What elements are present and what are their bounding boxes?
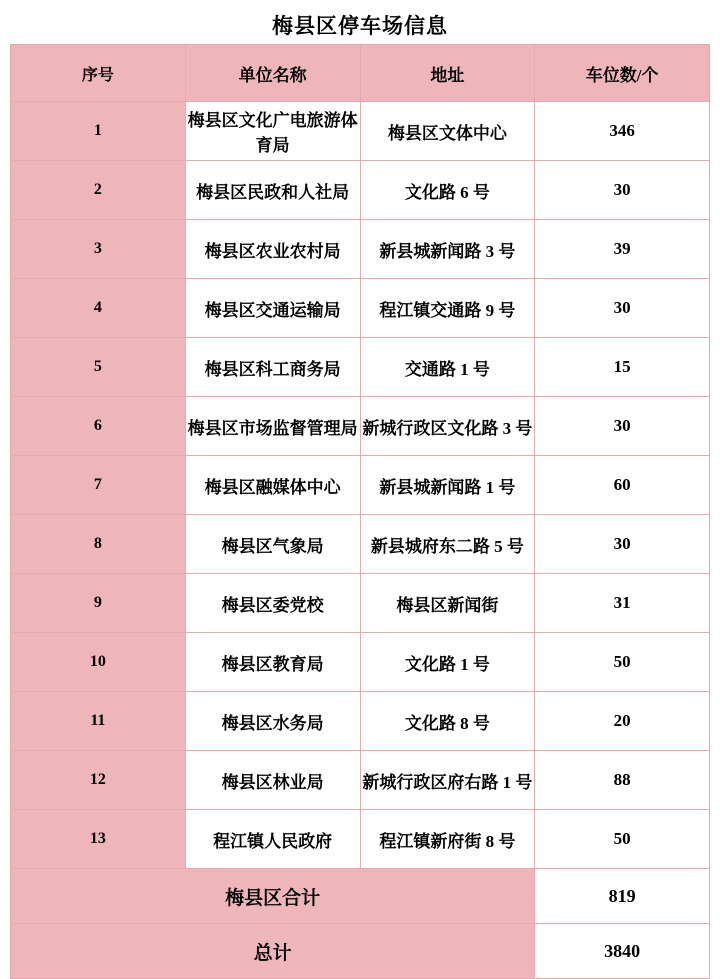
row-space-count: 30: [535, 161, 710, 220]
row-address: 文化路 8 号: [360, 692, 535, 751]
row-unit-name: 梅县区林业局: [185, 751, 360, 810]
row-unit-name: 梅县区民政和人社局: [185, 161, 360, 220]
column-header-address: 地址: [360, 45, 535, 102]
row-unit-name: 程江镇人民政府: [185, 810, 360, 869]
row-index: 11: [11, 692, 186, 751]
table-header-row: [11, 45, 710, 102]
row-space-count: 50: [535, 633, 710, 692]
table-row: [11, 456, 710, 515]
row-space-count: 346: [535, 102, 710, 161]
row-unit-name: 梅县区市场监督管理局: [185, 397, 360, 456]
row-address: 交通路 1 号: [360, 338, 535, 397]
row-address: 程江镇交通路 9 号: [360, 279, 535, 338]
table-head: [11, 6, 710, 102]
table-row: [11, 574, 710, 633]
row-space-count: 50: [535, 810, 710, 869]
column-header-space-count: 车位数/个: [535, 45, 710, 102]
row-index: 7: [11, 456, 186, 515]
row-index: 6: [11, 397, 186, 456]
row-unit-name: 梅县区交通运输局: [185, 279, 360, 338]
row-address: 文化路 1 号: [360, 633, 535, 692]
table-row: [11, 810, 710, 869]
row-address: 新县城新闻路 1 号: [360, 456, 535, 515]
table-row: [11, 633, 710, 692]
row-unit-name: 梅县区科工商务局: [185, 338, 360, 397]
row-index: 10: [11, 633, 186, 692]
table-row: [11, 220, 710, 279]
row-unit-name: 梅县区委党校: [185, 574, 360, 633]
table-row: [11, 161, 710, 220]
row-space-count: 30: [535, 515, 710, 574]
grand-total-label: 总计: [11, 924, 535, 979]
row-space-count: 30: [535, 397, 710, 456]
row-unit-name: 梅县区文化广电旅游体育局: [185, 102, 360, 161]
row-address: 新城行政区府右路 1 号: [360, 751, 535, 810]
row-address: 新县城新闻路 3 号: [360, 220, 535, 279]
row-space-count: 30: [535, 279, 710, 338]
row-index: 3: [11, 220, 186, 279]
grand-total-value: 3840: [535, 924, 710, 979]
row-space-count: 31: [535, 574, 710, 633]
column-header-unit-name: 单位名称: [185, 45, 360, 102]
row-space-count: 20: [535, 692, 710, 751]
row-index: 5: [11, 338, 186, 397]
table-row: [11, 338, 710, 397]
table-row: [11, 397, 710, 456]
row-address: 梅县区文体中心: [360, 102, 535, 161]
column-header-index: 序号: [11, 45, 186, 102]
row-space-count: 39: [535, 220, 710, 279]
grand-total-row: [11, 924, 710, 979]
parking-lot-table: [10, 6, 710, 979]
row-unit-name: 梅县区融媒体中心: [185, 456, 360, 515]
row-index: 13: [11, 810, 186, 869]
row-unit-name: 梅县区水务局: [185, 692, 360, 751]
table-row: [11, 515, 710, 574]
row-address: 新县城府东二路 5 号: [360, 515, 535, 574]
table-body: [11, 102, 710, 979]
row-unit-name: 梅县区气象局: [185, 515, 360, 574]
table-row: [11, 692, 710, 751]
table-row: [11, 102, 710, 161]
row-index: 8: [11, 515, 186, 574]
row-space-count: 88: [535, 751, 710, 810]
row-address: 程江镇新府街 8 号: [360, 810, 535, 869]
row-index: 4: [11, 279, 186, 338]
page-title: 梅县区停车场信息: [11, 6, 710, 45]
row-address: 文化路 6 号: [360, 161, 535, 220]
summary-label: 梅县区合计: [11, 869, 535, 924]
row-address: 梅县区新闻街: [360, 574, 535, 633]
summary-row: [11, 869, 710, 924]
row-index: 1: [11, 102, 186, 161]
summary-value: 819: [535, 869, 710, 924]
row-space-count: 15: [535, 338, 710, 397]
row-index: 2: [11, 161, 186, 220]
table-row: [11, 751, 710, 810]
row-unit-name: 梅县区农业农村局: [185, 220, 360, 279]
row-unit-name: 梅县区教育局: [185, 633, 360, 692]
row-index: 12: [11, 751, 186, 810]
row-address: 新城行政区文化路 3 号: [360, 397, 535, 456]
row-space-count: 60: [535, 456, 710, 515]
row-index: 9: [11, 574, 186, 633]
title-row: [11, 6, 710, 45]
table-row: [11, 279, 710, 338]
